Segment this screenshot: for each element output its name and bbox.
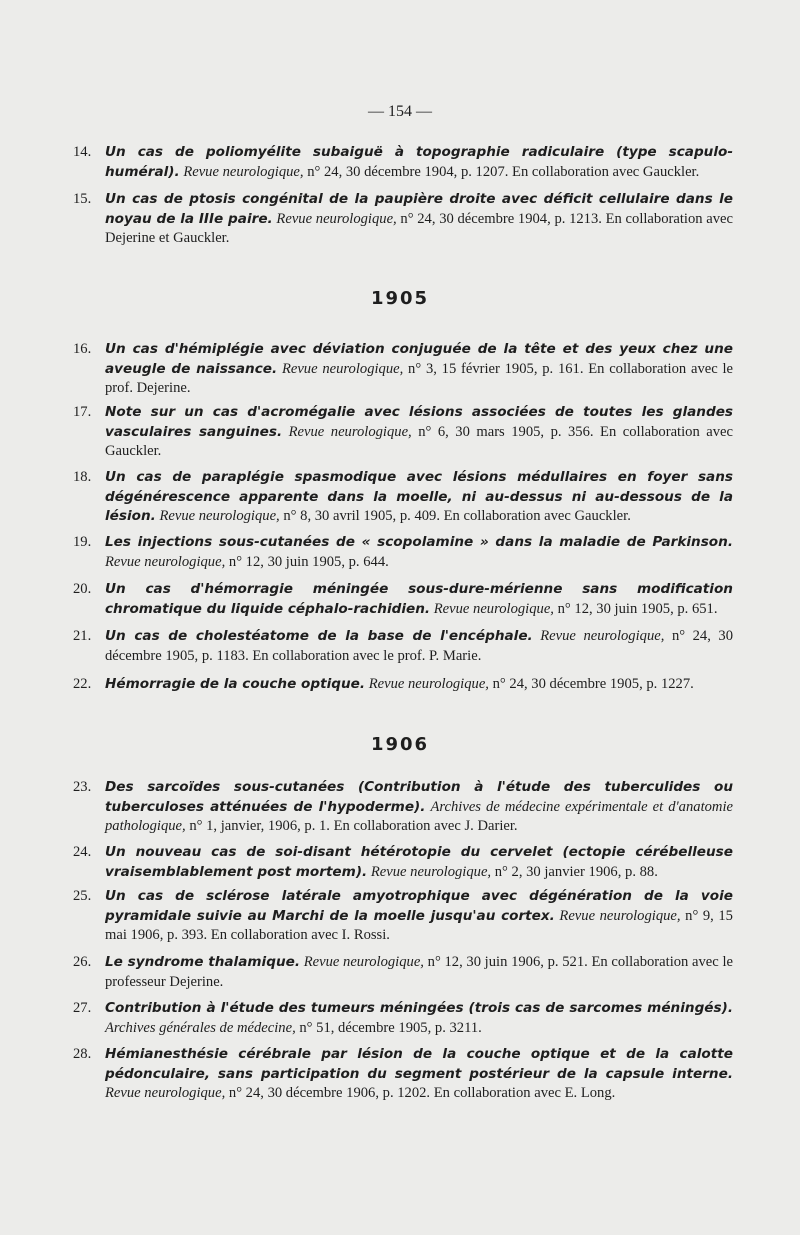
entry-number: 18. xyxy=(73,469,92,485)
entry-number: 22. xyxy=(73,676,92,692)
entry-details: n° 8, 30 avril 1905, p. 409. En collaboration avec Gauckler. xyxy=(283,508,631,524)
bibliography-entry xyxy=(73,533,733,572)
entry-details: n° 24, 30 décembre 1905, p. 1227. xyxy=(492,676,694,692)
entry-number: 19. xyxy=(73,534,92,550)
bibliography-entry xyxy=(73,468,733,527)
entry-details: n° 1, janvier, 1906, p. 1. En collaboration avec J. Darier. xyxy=(189,818,518,834)
entry-journal: Revue neurologique, xyxy=(370,863,492,880)
entry-number: 26. xyxy=(73,954,92,970)
entry-journal: Revue neurologique, xyxy=(433,600,554,617)
entry-title: Hémianesthésie cérébrale par lésion de la couche optique et de la calotte pédonculaire, sans participation du segment postérieur de la capsule interne. xyxy=(105,1046,733,1082)
entry-number: 20. xyxy=(73,581,92,597)
bibliography-entry xyxy=(73,143,733,182)
bibliography-entry xyxy=(73,1045,733,1104)
entry-journal: Revue neurologique, xyxy=(281,360,404,377)
entry-details: n° 51, décembre 1905, p. 3211. xyxy=(299,1019,482,1036)
entry-journal: Revue neurologique, xyxy=(303,954,424,970)
entry-number: 21. xyxy=(73,628,92,644)
entry-title: Un cas de poliomyélite subaiguë à topographie radiculaire (type scapulo-huméral). xyxy=(105,144,733,180)
entry-title: Hémorragie de la couche optique. xyxy=(105,676,366,692)
bibliography-entry xyxy=(73,580,733,619)
entry-journal: Revue neurologique, xyxy=(540,628,665,644)
entry-details: n° 2, 30 janvier 1906, p. 88. xyxy=(494,863,658,880)
bibliography-entry xyxy=(73,340,733,399)
entry-number: 17. xyxy=(73,404,92,420)
entry-number: 16. xyxy=(73,341,92,357)
entry-journal: Revue neurologique, xyxy=(159,508,280,524)
entry-title: Le syndrome thalamique. xyxy=(105,954,301,970)
year-heading-1906: 1906 xyxy=(370,734,430,755)
bibliography-entry xyxy=(73,190,733,249)
entry-details: n° 9, 15 mai 1906, p. 393. En collaboration avec I. Rossi. xyxy=(105,907,733,943)
entry-title: Un cas de ptosis congénital de la paupière droite avec déficit cellulaire dans le noyau de la IIIe paire. xyxy=(105,191,733,227)
entry-number: 24. xyxy=(73,844,92,860)
entry-journal: Archives générales de médecine, xyxy=(105,1019,296,1036)
entry-title: Un nouveau cas de soi-disant hétérotopie du cervelet (ectopie cérébelleuse vraisemblablement post mortem). xyxy=(105,844,733,880)
bibliography-entry xyxy=(73,778,733,837)
entry-title: Un cas de sclérose latérale amyotrophique avec dégénération de la voie pyramidale suivie au Marchi de la moelle jusqu'au cortex. xyxy=(105,888,733,924)
entry-journal: Revue neurologique, xyxy=(276,210,397,227)
bibliography-entry xyxy=(73,627,733,666)
entry-details: n° 6, 30 mars 1905, p. 356. En collaboration avec Gauckler. xyxy=(105,423,733,459)
entry-journal: Revue neurologique, xyxy=(183,163,304,180)
entry-journal: Revue neurologique, xyxy=(368,676,489,692)
entry-journal: Revue neurologique, xyxy=(288,423,412,440)
entry-details: n° 3, 15 février 1905, p. 161. En collaboration avec le prof. Dejerine. xyxy=(105,360,733,396)
entry-title: Un cas d'hémorragie méningée sous-dure-mérienne sans modification chromatique du liquide céphalo-rachidien. xyxy=(105,581,733,617)
entry-details: n° 24, 30 décembre 1904, p. 1207. En collaboration avec Gauckler. xyxy=(307,163,700,180)
entry-journal: Revue neurologique, xyxy=(105,553,226,570)
entry-title: Les injections sous-cutanées de « scopolamine » dans la maladie de Parkinson. xyxy=(105,534,733,550)
entry-number: 23. xyxy=(73,779,92,795)
bibliography-entry xyxy=(73,953,733,992)
entry-journal: Revue neurologique, xyxy=(559,907,681,924)
page-number: — 154 — xyxy=(368,103,432,120)
entry-title: Un cas de paraplégie spasmodique avec lésions médullaires en foyer sans dégénérescence apparente dans la moelle, ni au-dessus ni au-dessous de la lésion. xyxy=(105,469,733,524)
entry-number: 25. xyxy=(73,888,92,904)
entry-details: n° 12, 30 juin 1905, p. 644. xyxy=(228,553,389,570)
entry-title: Un cas de cholestéatome de la base de l'encéphale. xyxy=(105,628,533,644)
entry-number: 14. xyxy=(73,144,92,160)
entry-details: n° 24, 30 décembre 1905, p. 1183. En collaboration avec le prof. P. Marie. xyxy=(105,628,733,664)
entry-journal: Archives de médecine expérimentale et d'anatomie pathologique, xyxy=(105,798,733,834)
entry-number: 27. xyxy=(73,1000,92,1016)
year-heading-1905: 1905 xyxy=(370,288,430,309)
bibliography-entry xyxy=(73,887,733,946)
entry-details: n° 24, 30 décembre 1904, p. 1213. En collaboration avec Dejerine et Gauckler. xyxy=(105,210,733,246)
entry-title: Contribution à l'étude des tumeurs méningées (trois cas de sarcomes méningés). xyxy=(105,1000,733,1016)
entry-details: n° 12, 30 juin 1906, p. 521. En collaboration avec le professeur Dejerine. xyxy=(105,954,733,990)
entry-number: 15. xyxy=(73,191,92,207)
entry-number: 28. xyxy=(73,1046,92,1062)
entry-title: Des sarcoïdes sous-cutanées (Contribution à l'étude des tuberculides ou tuberculoses atténuées de l'hypoderme). xyxy=(105,779,733,815)
bibliography-entry xyxy=(73,403,733,462)
bibliography-entry xyxy=(73,999,733,1038)
entry-title: Un cas d'hémiplégie avec déviation conjuguée de la tête et des yeux chez une aveugle de naissance. xyxy=(105,341,733,377)
bibliography-entry xyxy=(73,843,733,882)
bibliography-entry xyxy=(73,675,733,695)
entry-title: Note sur un cas d'acromégalie avec lésions associées de toutes les glandes vasculaires sanguines. xyxy=(105,404,733,440)
entry-journal: Revue neurologique, xyxy=(105,1085,226,1101)
entry-details: n° 24, 30 décembre 1906, p. 1202. En collaboration avec E. Long. xyxy=(228,1085,616,1101)
entry-details: n° 12, 30 juin 1905, p. 651. xyxy=(557,600,718,617)
